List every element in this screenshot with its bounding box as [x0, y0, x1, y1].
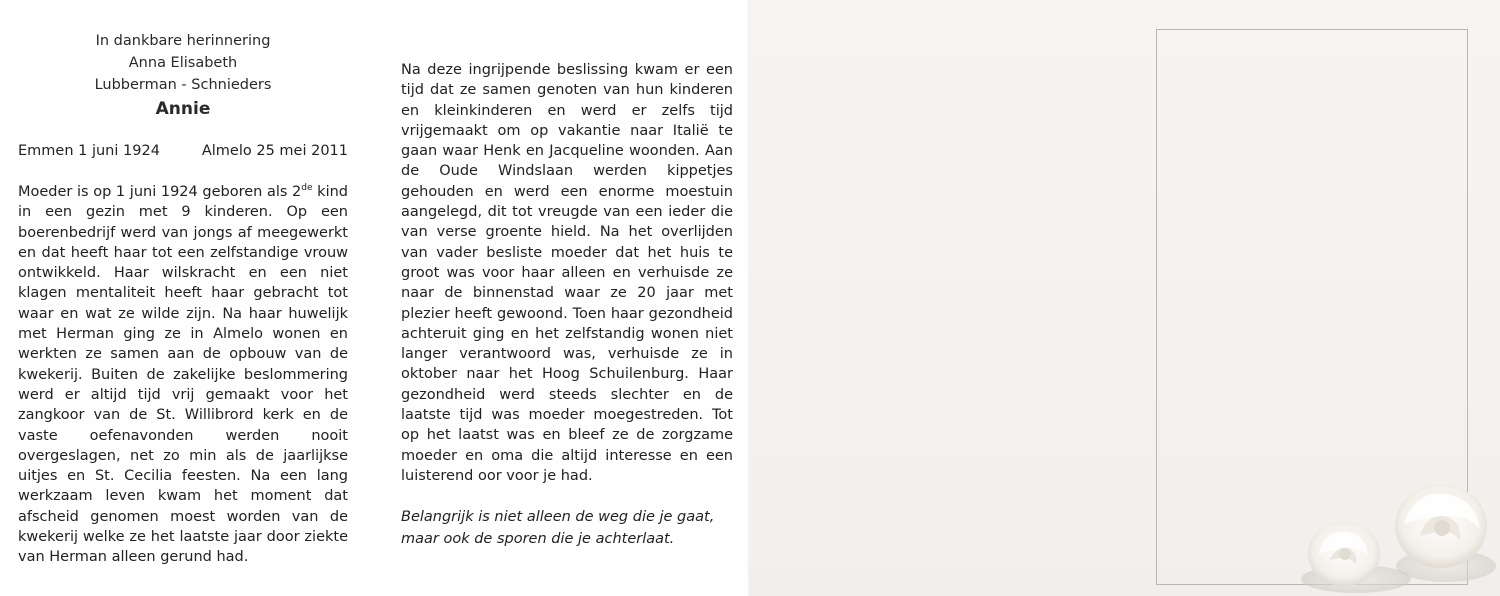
header-surnames: Lubberman - Schnieders — [94, 77, 272, 93]
left-column — [18, 30, 348, 568]
bio-start: Moeder is op 1 juni 1924 geboren als 2 — [18, 184, 302, 200]
ordinal-suffix: de — [301, 183, 313, 194]
rose-right — [1395, 484, 1487, 568]
closing-quote — [401, 506, 733, 550]
quote-line-2: maar ook de sporen die je achterlaat. — [401, 531, 675, 548]
quote-line-1: Belangrijk is niet alleen de weg die je gaat, — [401, 509, 715, 526]
rose-left — [1308, 522, 1380, 586]
birth-date: Emmen 1 juni 1924 — [18, 143, 160, 159]
header-first-names: Anna Elisabeth — [128, 55, 238, 71]
memorial-header — [18, 30, 348, 122]
white-roses-decoration — [1296, 474, 1500, 596]
life-dates — [18, 140, 348, 162]
biography-part-1 — [18, 182, 348, 568]
biography-part-2 — [401, 60, 733, 486]
header-dedication: In dankbare herinnering — [95, 33, 271, 49]
bio-rest: kind in een gezin met 9 kinderen. Op een boerenbedrijf werd van jongs af meegewerkt en dat heeft haar tot een zelfstandige vrouw ontwikkeld. Haar wilskracht en een niet klagen mentaliteit heeft haar gebracht tot waar en wat ze wilde zijn. Na haar huwelijk met Herman ging ze in Almelo wonen en werkten ze samen aan de opbouw van de kwekerij. Buiten de zakelijke beslommering werd er altijd tijd vrij gemaakt voor het zangkoor van de St. Willibrord kerk en de vaste oefenavonden werden nooit overgeslagen, net zo min als de jaarlijkse uitjes en St. Cecilia feesten. Na een lang werkzaam leven kwam het moment dat afscheid genomen moest worden van de kwekerij welke ze het laatste jaar door ziekte van Herman alleen gerund had. — [18, 184, 348, 566]
middle-column — [401, 60, 733, 550]
header-nickname: Annie — [155, 99, 211, 119]
death-date: Almelo 25 mei 2011 — [201, 143, 348, 159]
bio-paragraph-2: Na deze ingrijpende beslissing kwam er een tijd dat ze samen genoten van hun kinderen en kleinkinderen en werd er zelfs tijd vrijgemaakt om op vakantie naar Italië te gaan waar Henk en Jacqueline woonden. Aan de Oude Windslaan werden kippetjes gehouden en werd een enorme moestuin aangelegd, dit tot vreugde van een ieder die van verse groente hield. Na het overlijden van vader besliste moeder dat het huis te groot was voor haar alleen en verhuisde ze naar de binnenstad waar ze 20 jaar met plezier heeft gewoond. Toen haar gezondheid achteruit ging en het zelfstandig wonen niet langer verantwoord was, verhuisde ze in oktober naar het Hoog Schuilenburg. Haar gezondheid werd steeds slechter en de laatste tijd was moeder moegestreden. Tot op het laatst was en bleef ze de zorgzame moeder en oma die altijd interesse en een luisterend oor voor je had. — [401, 62, 733, 484]
